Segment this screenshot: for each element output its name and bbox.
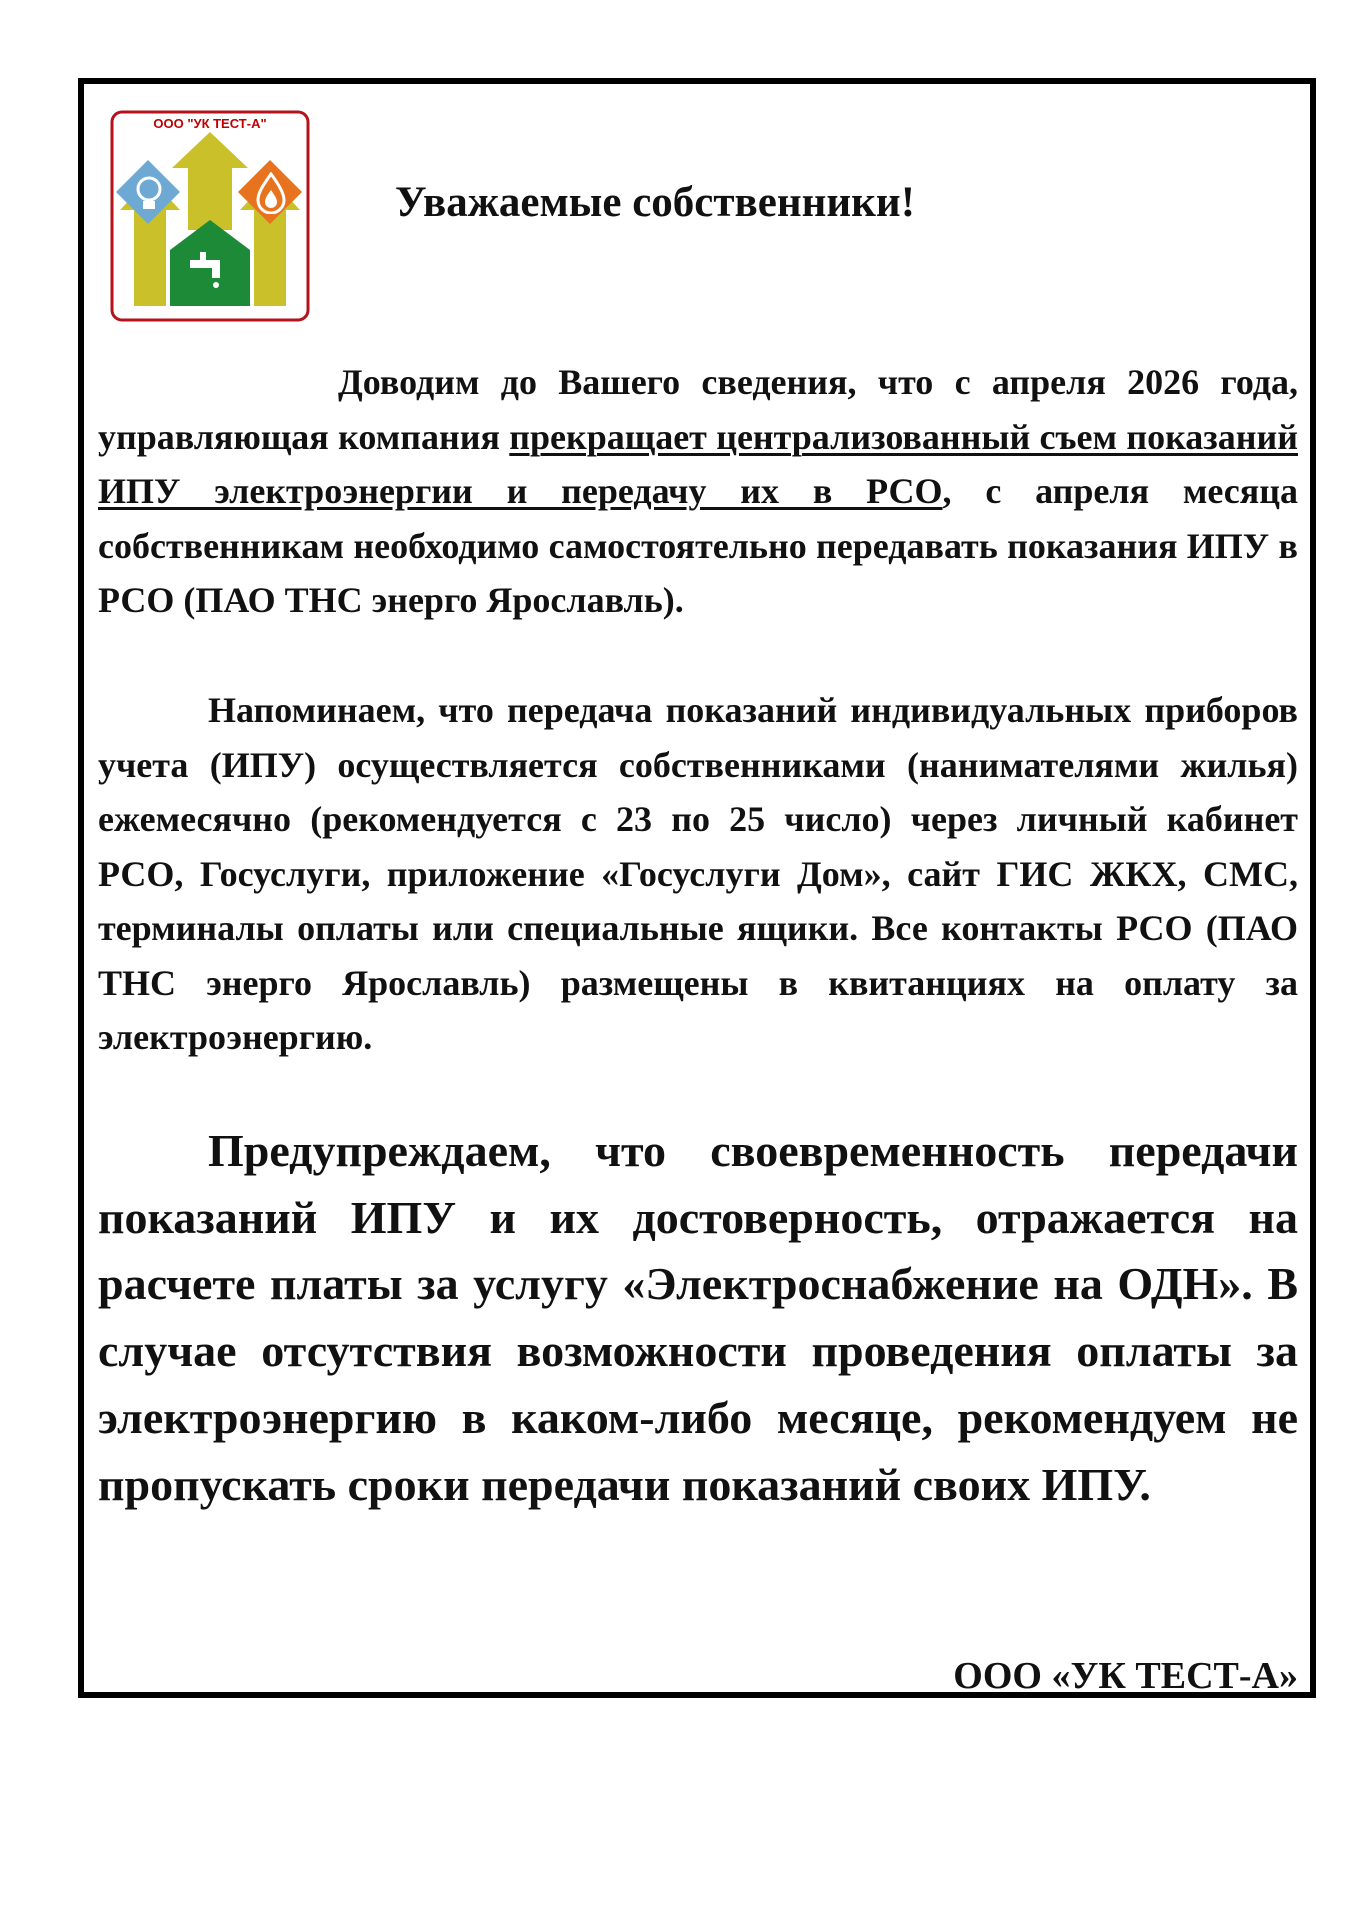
bulb-icon xyxy=(132,174,166,214)
paragraph-warning-text: Предупреждаем, что своевременность передачи показаний ИПУ и их достоверность, отражается на расчете платы за услугу «Электроснабжение на ОДН». В случае отсутствия возможности проведения оплаты за электроэнергию в каком-либо месяце, рекомендуем не пропускать сроки передачи показаний своих ИПУ. xyxy=(98,1125,1298,1510)
paragraph-notice-underlined: прекращает централизованный съем показаний ИПУ электроэнергии и передачу их в РСО xyxy=(98,416,1298,511)
signature: ООО «УК ТЕСТ-А» xyxy=(953,1655,1298,1697)
paragraph-reminder-text: Напоминаем, что передача показаний индивидуальных приборов учета (ИПУ) осуществляется собственниками (нанимателями жилья) ежемесячно (рекомендуется с 23 по 25 число) через личный кабинет РСО, Госуслуги, приложение «Госуслуги Дом», сайт ГИС ЖКХ, СМС, терминалы оплаты или специальные ящики. Все контакты РСО (ПАО ТНС энерго Ярославль) размещены в квитанциях на оплату за электроэнергию. xyxy=(98,690,1298,1057)
paragraph-notice xyxy=(98,355,1298,628)
paragraph-notice-after: , с апреля месяца собственникам необходимо самостоятельно передавать показания ИПУ в РСО (ПАО ТНС энерго Ярославль). xyxy=(98,471,1299,620)
flame-icon xyxy=(256,172,286,214)
company-logo xyxy=(110,110,310,322)
logo-graphic xyxy=(110,110,310,322)
faucet-icon xyxy=(186,250,234,290)
paragraph-warning xyxy=(98,1118,1298,1518)
paragraph-notice-before: Доводим до Вашего сведения, что с апреля 2026 года, управляющая компания xyxy=(98,362,1298,457)
paragraph-reminder xyxy=(98,683,1298,1065)
logo-caption: ООО "УК ТЕСТ-А" xyxy=(153,116,267,131)
greeting-heading: Уважаемые собственники! xyxy=(395,179,916,226)
